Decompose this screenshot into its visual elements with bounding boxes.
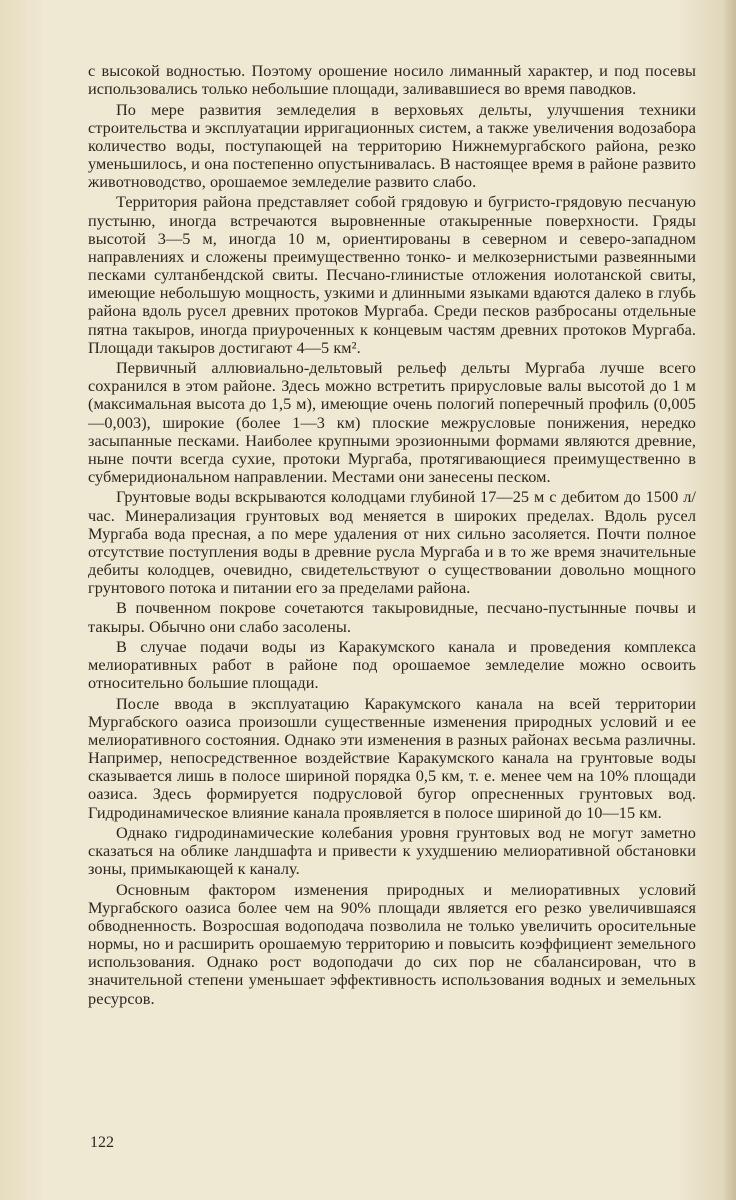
paragraph: Территория района представляет собой грядовую и бугристо-грядовую песчаную пустыню, иногда встречаются выровненные отакыренные поверхности. Гряды высотой 3—5 м, иногда 10 м, ориентированы в северном и северо-западном направлениях и сложены преимущественно тонко- и мелкозернистыми развеянными песками султанбендской свиты. Песчано-глинистые отложения иолотанской свиты, имеющие небольшую мощность, узкими и длинными языками вдаются далеко в глубь района вдоль русел древних протоков Мургаба. Среди песков разбросаны отдельные пятна такыров, иногда приуроченных к концевым частям древних протоков Мургаба. Площади такыров достигают 4—5 км². bbox=[88, 192, 696, 357]
paragraph: В случае подачи воды из Каракумского канала и проведения комплекса мелиоративных работ в районе под орошаемое земледелие можно освоить относительно большие площади. bbox=[88, 636, 696, 693]
paragraph: Однако гидродинамические колебания уровня грунтовых вод не могут заметно сказаться на облике ландшафта и привести к ухудшению мелиоративной обстановки зоны, примыкающей к каналу. bbox=[88, 822, 696, 879]
paragraph: В почвенном покрове сочетаются такыровидные, песчано-пустынные почвы и такыры. Обычно они слабо засолены. bbox=[88, 598, 696, 636]
page-edge-shadow bbox=[722, 0, 736, 1200]
paragraph: После ввода в эксплуатацию Каракумского канала на всей территории Мургабского оазиса произошли существенные изменения природных условий и ее мелиоративного состояния. Однако эти изменения в разных районах весьма различны. Например, непосредственное воздействие Каракумского канала на грунтовые воды сказывается лишь в полосе шириной порядка 0,5 км, т. е. менее чем на 10% площади оазиса. Здесь формируется подрусловой бугор опресненных грунтовых вод. Гидродинамическое влияние канала проявляется в полосе шириной до 10—15 км. bbox=[88, 693, 696, 822]
paragraph: Первичный аллювиально-дельтовый рельеф дельты Мургаба лучше всего сохранился в этом районе. Здесь можно встретить прирусловые валы высотой до 1 м (максимальная высота до 1,5 м), имеющие очень пологий поперечный профиль (0,005—0,003), широкие (более 1—3 км) плоские межрусловые понижения, нередко засыпанные песками. Наиболее крупными эрозионными формами являются древние, ныне почти всегда сухие, протоки Мургаба, протягивающиеся преимущественно в субмеридиональном направлении. Местами они занесены песком. bbox=[88, 358, 696, 486]
paragraph: с высокой водностью. Поэтому орошение носило лиманный характер, и под посевы использовались только небольшие площади, заливавшиеся во время паводков. bbox=[88, 61, 696, 99]
paragraph: По мере развития земледелия в верховьях дельты, улучшения техники строительства и эксплуатации ирригационных систем, а также увеличения водозабора количество воды, поступающей на территорию Нижнемургабского района, резко уменьшилось, и она постепенно опустынивалась. В настоящее время в районе развито животноводство, орошаемое земледелие развито слабо. bbox=[88, 99, 696, 192]
paragraph: Грунтовые воды вскрываются колодцами глубиной 17—25 м с дебитом до 1500 л/час. Минерализация грунтовых вод меняется в широких пределах. Вдоль русел Мургаба вода пресная, а по мере удаления от них сильно засоляется. Почти полное отсутствие поступления воды в древние русла Мургаба и в то же время значительные дебиты колодцев, очевидно, свидетельствуют о существовании довольно мощного грунтового потока и питании его за пределами района. bbox=[88, 487, 696, 598]
paragraph: Основным фактором изменения природных и мелиоративных условий Мургабского оазиса более чем на 90% площади является его резко увеличившаяся обводненность. Возросшая водоподача позволила не только увеличить оросительные нормы, но и расширить орошаемую территорию и повысить коэффициент земельного использования. Однако рост водоподачи до сих пор не сбалансирован, что в значительной степени уменьшает эффективность использования водных и земельных ресурсов. bbox=[88, 879, 696, 1008]
page-number: 122 bbox=[90, 1134, 114, 1151]
body-text bbox=[88, 62, 696, 1010]
